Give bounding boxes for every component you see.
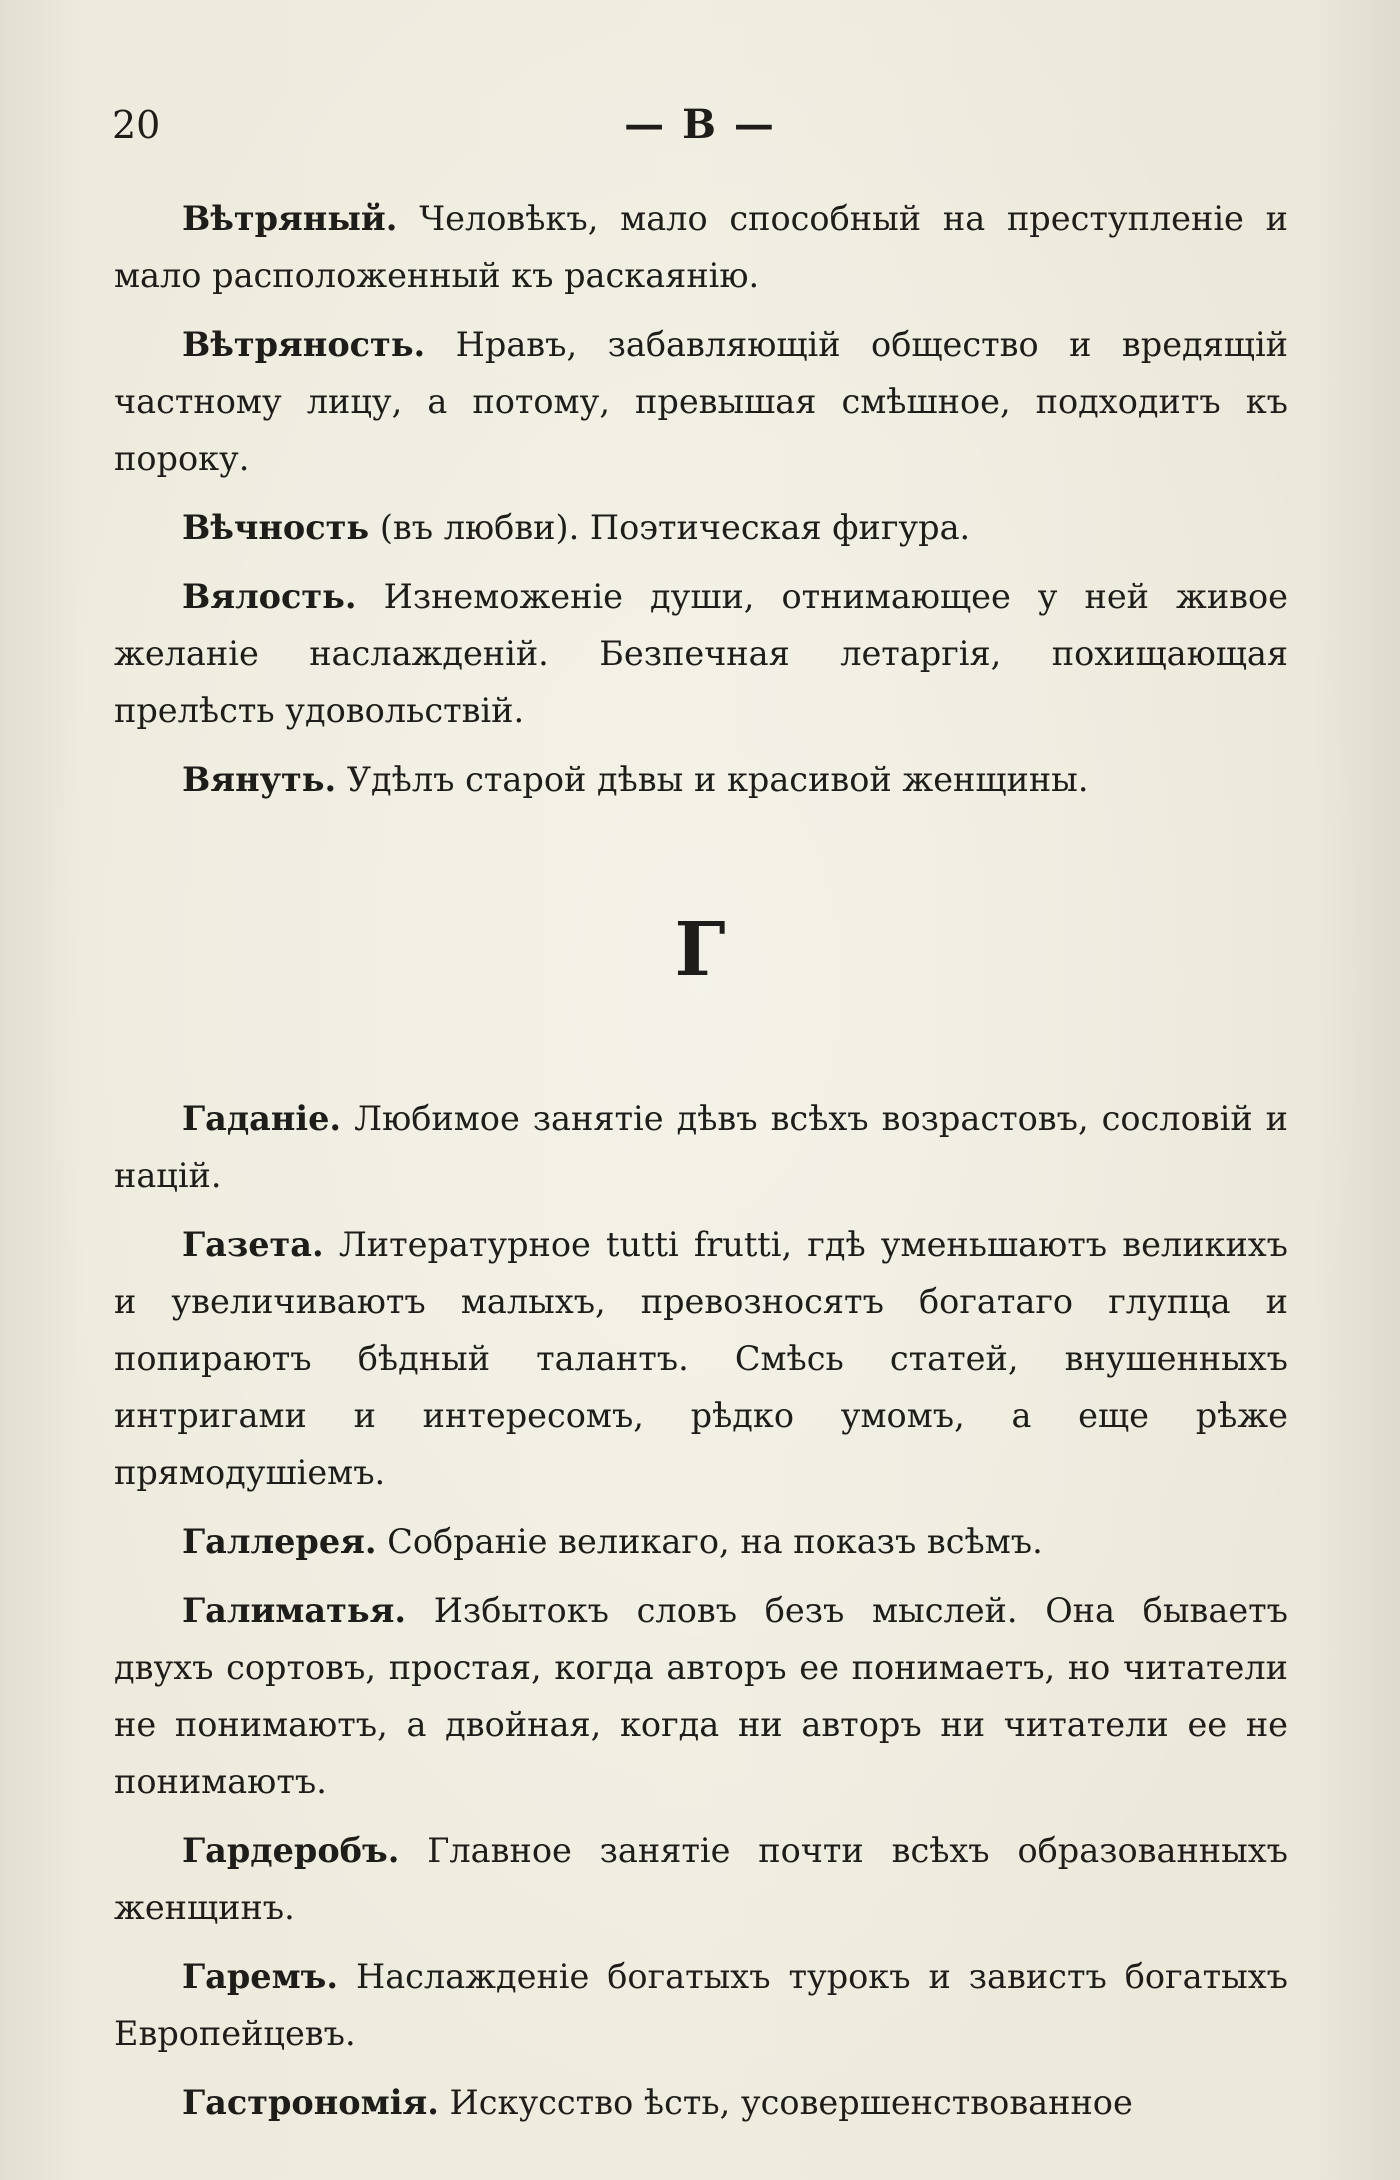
dictionary-entry xyxy=(114,316,1288,487)
entry-definition: Удѣлъ старой дѣвы и красивой женщины. xyxy=(346,760,1089,799)
dictionary-entry xyxy=(114,1216,1288,1501)
dictionary-entry xyxy=(114,568,1288,739)
entry-definition: Наслажденіе богатыхъ турокъ и завистъ богатыхъ Европейцевъ. xyxy=(114,1957,1288,2053)
entry-term: Вянуть. xyxy=(182,760,337,799)
dictionary-entry xyxy=(114,1582,1288,1810)
entry-definition: Искусство ѣсть, усовершенствованное xyxy=(449,2083,1133,2122)
entry-definition: Изнеможеніе души, отнимающее у ней живое желаніе наслажденій. Безпечная летаргія, похищающая прелѣсть удовольствій. xyxy=(114,577,1288,730)
dictionary-entry xyxy=(114,1948,1288,2062)
entry-definition: Нравъ, забавляющій общество и вредящій частному лицу, а потому, превышая смѣшное, подходитъ къ пороку. xyxy=(114,325,1288,478)
entry-definition: Избытокъ словъ безъ мыслей. Она бываетъ двухъ сортовъ, простая, когда авторъ ее понимаетъ, но читатели не понимаютъ, а двойная, когда ни авторъ ни читатели ее не понимаютъ. xyxy=(114,1591,1288,1801)
dictionary-entry xyxy=(114,1090,1288,1204)
letter-heading: Г xyxy=(674,907,726,993)
entry-definition: Собраніе великаго, на показъ всѣмъ. xyxy=(387,1522,1043,1561)
entry-term: Вялость. xyxy=(182,577,357,616)
dictionary-entry xyxy=(114,1822,1288,1936)
entry-term: Гаданіе. xyxy=(182,1099,342,1138)
entry-definition: Человѣкъ, мало способный на преступленіе и мало расположенный къ раскаянію. xyxy=(114,199,1288,295)
dictionary-entry xyxy=(114,1513,1288,1570)
entry-term: Галлерея. xyxy=(182,1522,377,1561)
entry-term: Вѣчность xyxy=(182,508,370,547)
entry-definition: (въ любви). Поэтическая фигура. xyxy=(379,508,971,547)
entry-term: Гаремъ. xyxy=(182,1957,339,1996)
entry-definition: Литературное tutti frutti, гдѣ уменьшаютъ великихъ и увеличиваютъ малыхъ, превозносятъ богатаго глупца и попираютъ бѣдный талантъ. Смѣсь статей, внушенныхъ интригами и интересомъ, рѣдко умомъ, а еще рѣже прямодушіемъ. xyxy=(114,1225,1288,1492)
section-letter: — В — xyxy=(624,101,776,148)
entry-definition: Любимое занятіе дѣвъ всѣхъ возрастовъ, сословій и націй. xyxy=(114,1099,1288,1195)
dictionary-entry xyxy=(114,499,1288,556)
entry-term: Газета. xyxy=(182,1225,324,1264)
entries-section-g xyxy=(114,1090,1288,2143)
dictionary-entry xyxy=(114,190,1288,304)
entry-term: Гастрономія. xyxy=(182,2083,439,2122)
entry-term: Гардеробъ. xyxy=(182,1831,400,1870)
entry-definition: Главное занятіе почти всѣхъ образованныхъ женщинъ. xyxy=(114,1831,1288,1927)
entry-term: Вѣтряный. xyxy=(182,199,398,238)
page-number: 20 xyxy=(112,103,161,147)
entries-section-b xyxy=(114,190,1288,820)
entry-term: Галиматья. xyxy=(182,1591,407,1630)
running-head xyxy=(112,100,1288,160)
entry-term: Вѣтряность. xyxy=(182,325,426,364)
dictionary-entry xyxy=(114,2074,1288,2131)
dictionary-entry xyxy=(114,751,1288,808)
